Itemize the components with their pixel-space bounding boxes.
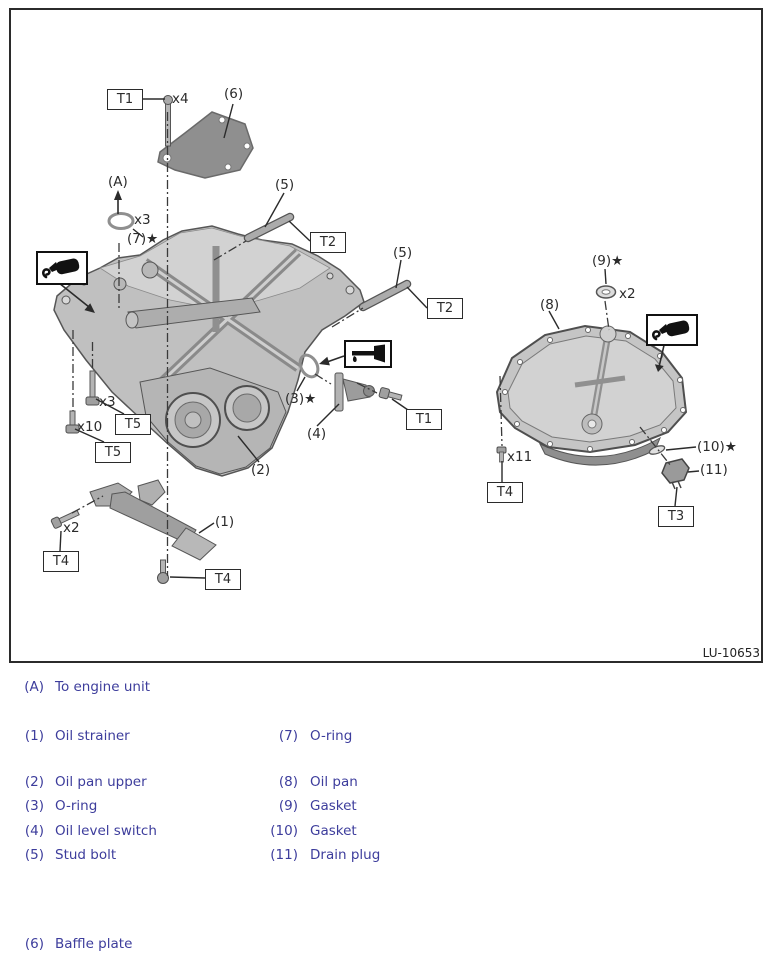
legend-num: (A)	[24, 679, 44, 695]
tool-label-t4-strainer-bottom: T4	[205, 569, 241, 590]
tool-label-t5-x10: T5	[95, 442, 131, 463]
legend-label: Oil strainer	[55, 728, 130, 744]
legend-label: O-ring	[310, 728, 353, 744]
tool-label-t5-x3: T5	[115, 414, 151, 435]
tool-label-t1-baffle: T1	[107, 89, 143, 110]
legend-num: (8)	[278, 774, 298, 790]
tool-label-t4-pan: T4	[487, 482, 523, 503]
legend-label: O-ring	[55, 798, 98, 814]
part-stud-bolt-2	[363, 284, 407, 307]
qty-x11: x11	[507, 449, 533, 465]
legend-num: (9)	[278, 798, 298, 814]
qty-x10: x10	[77, 419, 103, 435]
part-oil-level-switch	[335, 373, 375, 411]
part-oil-pan	[497, 326, 686, 465]
callout-8: (8)	[540, 297, 560, 313]
figure-id: LU-10653	[702, 646, 760, 660]
qty-x2-strainer: x2	[63, 520, 80, 536]
legend-num: (6)	[24, 936, 44, 952]
legend-row-2-8	[0, 774, 773, 791]
tool-label-t2-stud2: T2	[427, 298, 463, 319]
legend-num: (2)	[24, 774, 44, 790]
legend-label: Oil level switch	[55, 823, 157, 839]
legend-label: Oil pan upper	[55, 774, 147, 790]
qty-x3-bolt: x3	[99, 394, 116, 410]
callout-a: (A)	[108, 174, 128, 190]
callout-9: (9)★	[592, 253, 624, 269]
part-gasket-9	[597, 286, 616, 298]
legend-label: Drain plug	[310, 847, 381, 863]
legend-num: (11)	[270, 847, 298, 863]
tool-label-t1-switch: T1	[406, 409, 442, 430]
legend-row-3-9	[0, 798, 773, 815]
bolt-switch	[379, 387, 403, 402]
qty-x3-oring: x3	[134, 212, 151, 228]
legend-num: (7)	[278, 728, 298, 744]
apply-oil-icon	[344, 340, 392, 368]
legend-num: (1)	[24, 728, 44, 744]
legend-label: Gasket	[310, 823, 357, 839]
liquid-gasket-icon	[646, 314, 698, 346]
qty-x2-gasket: x2	[619, 286, 636, 302]
tool-label-t4-strainer-front: T4	[43, 551, 79, 572]
legend-label: To engine unit	[55, 679, 150, 695]
callout-11: (11)	[700, 462, 728, 478]
legend-label: Oil pan	[310, 774, 358, 790]
callout-5b: (5)	[393, 245, 413, 261]
part-oil-strainer	[90, 480, 216, 560]
legend-row-1-7	[0, 728, 773, 745]
callout-6: (6)	[224, 86, 244, 102]
callout-3: (3)★	[285, 391, 317, 407]
legend-label: Gasket	[310, 798, 357, 814]
legend-num: (5)	[24, 847, 44, 863]
legend-num: (4)	[24, 823, 44, 839]
part-drain-plug	[662, 459, 689, 489]
legend-row-4-10	[0, 823, 773, 840]
part-baffle-plate	[158, 112, 253, 178]
legend-num: (3)	[24, 798, 44, 814]
callout-1: (1)	[215, 514, 235, 530]
tool-label-t2-stud1: T2	[310, 232, 346, 253]
legend-row-5-11	[0, 847, 773, 864]
bolt-x11	[497, 447, 506, 462]
legend-num: (10)	[270, 823, 298, 839]
legend-row-6	[0, 936, 773, 953]
callout-5a: (5)	[275, 177, 295, 193]
legend-row-a	[0, 679, 773, 696]
tool-label-t3-drain: T3	[658, 506, 694, 527]
liquid-gasket-icon	[36, 251, 88, 285]
callout-4: (4)	[307, 426, 327, 442]
legend-label: Baffle plate	[55, 936, 133, 952]
part-oring-7	[109, 214, 133, 229]
callout-7: (7)★	[127, 231, 159, 247]
qty-x4: x4	[172, 91, 189, 107]
callout-2: (2)	[251, 462, 271, 478]
legend-label: Stud bolt	[55, 847, 117, 863]
callout-10: (10)★	[697, 439, 737, 455]
